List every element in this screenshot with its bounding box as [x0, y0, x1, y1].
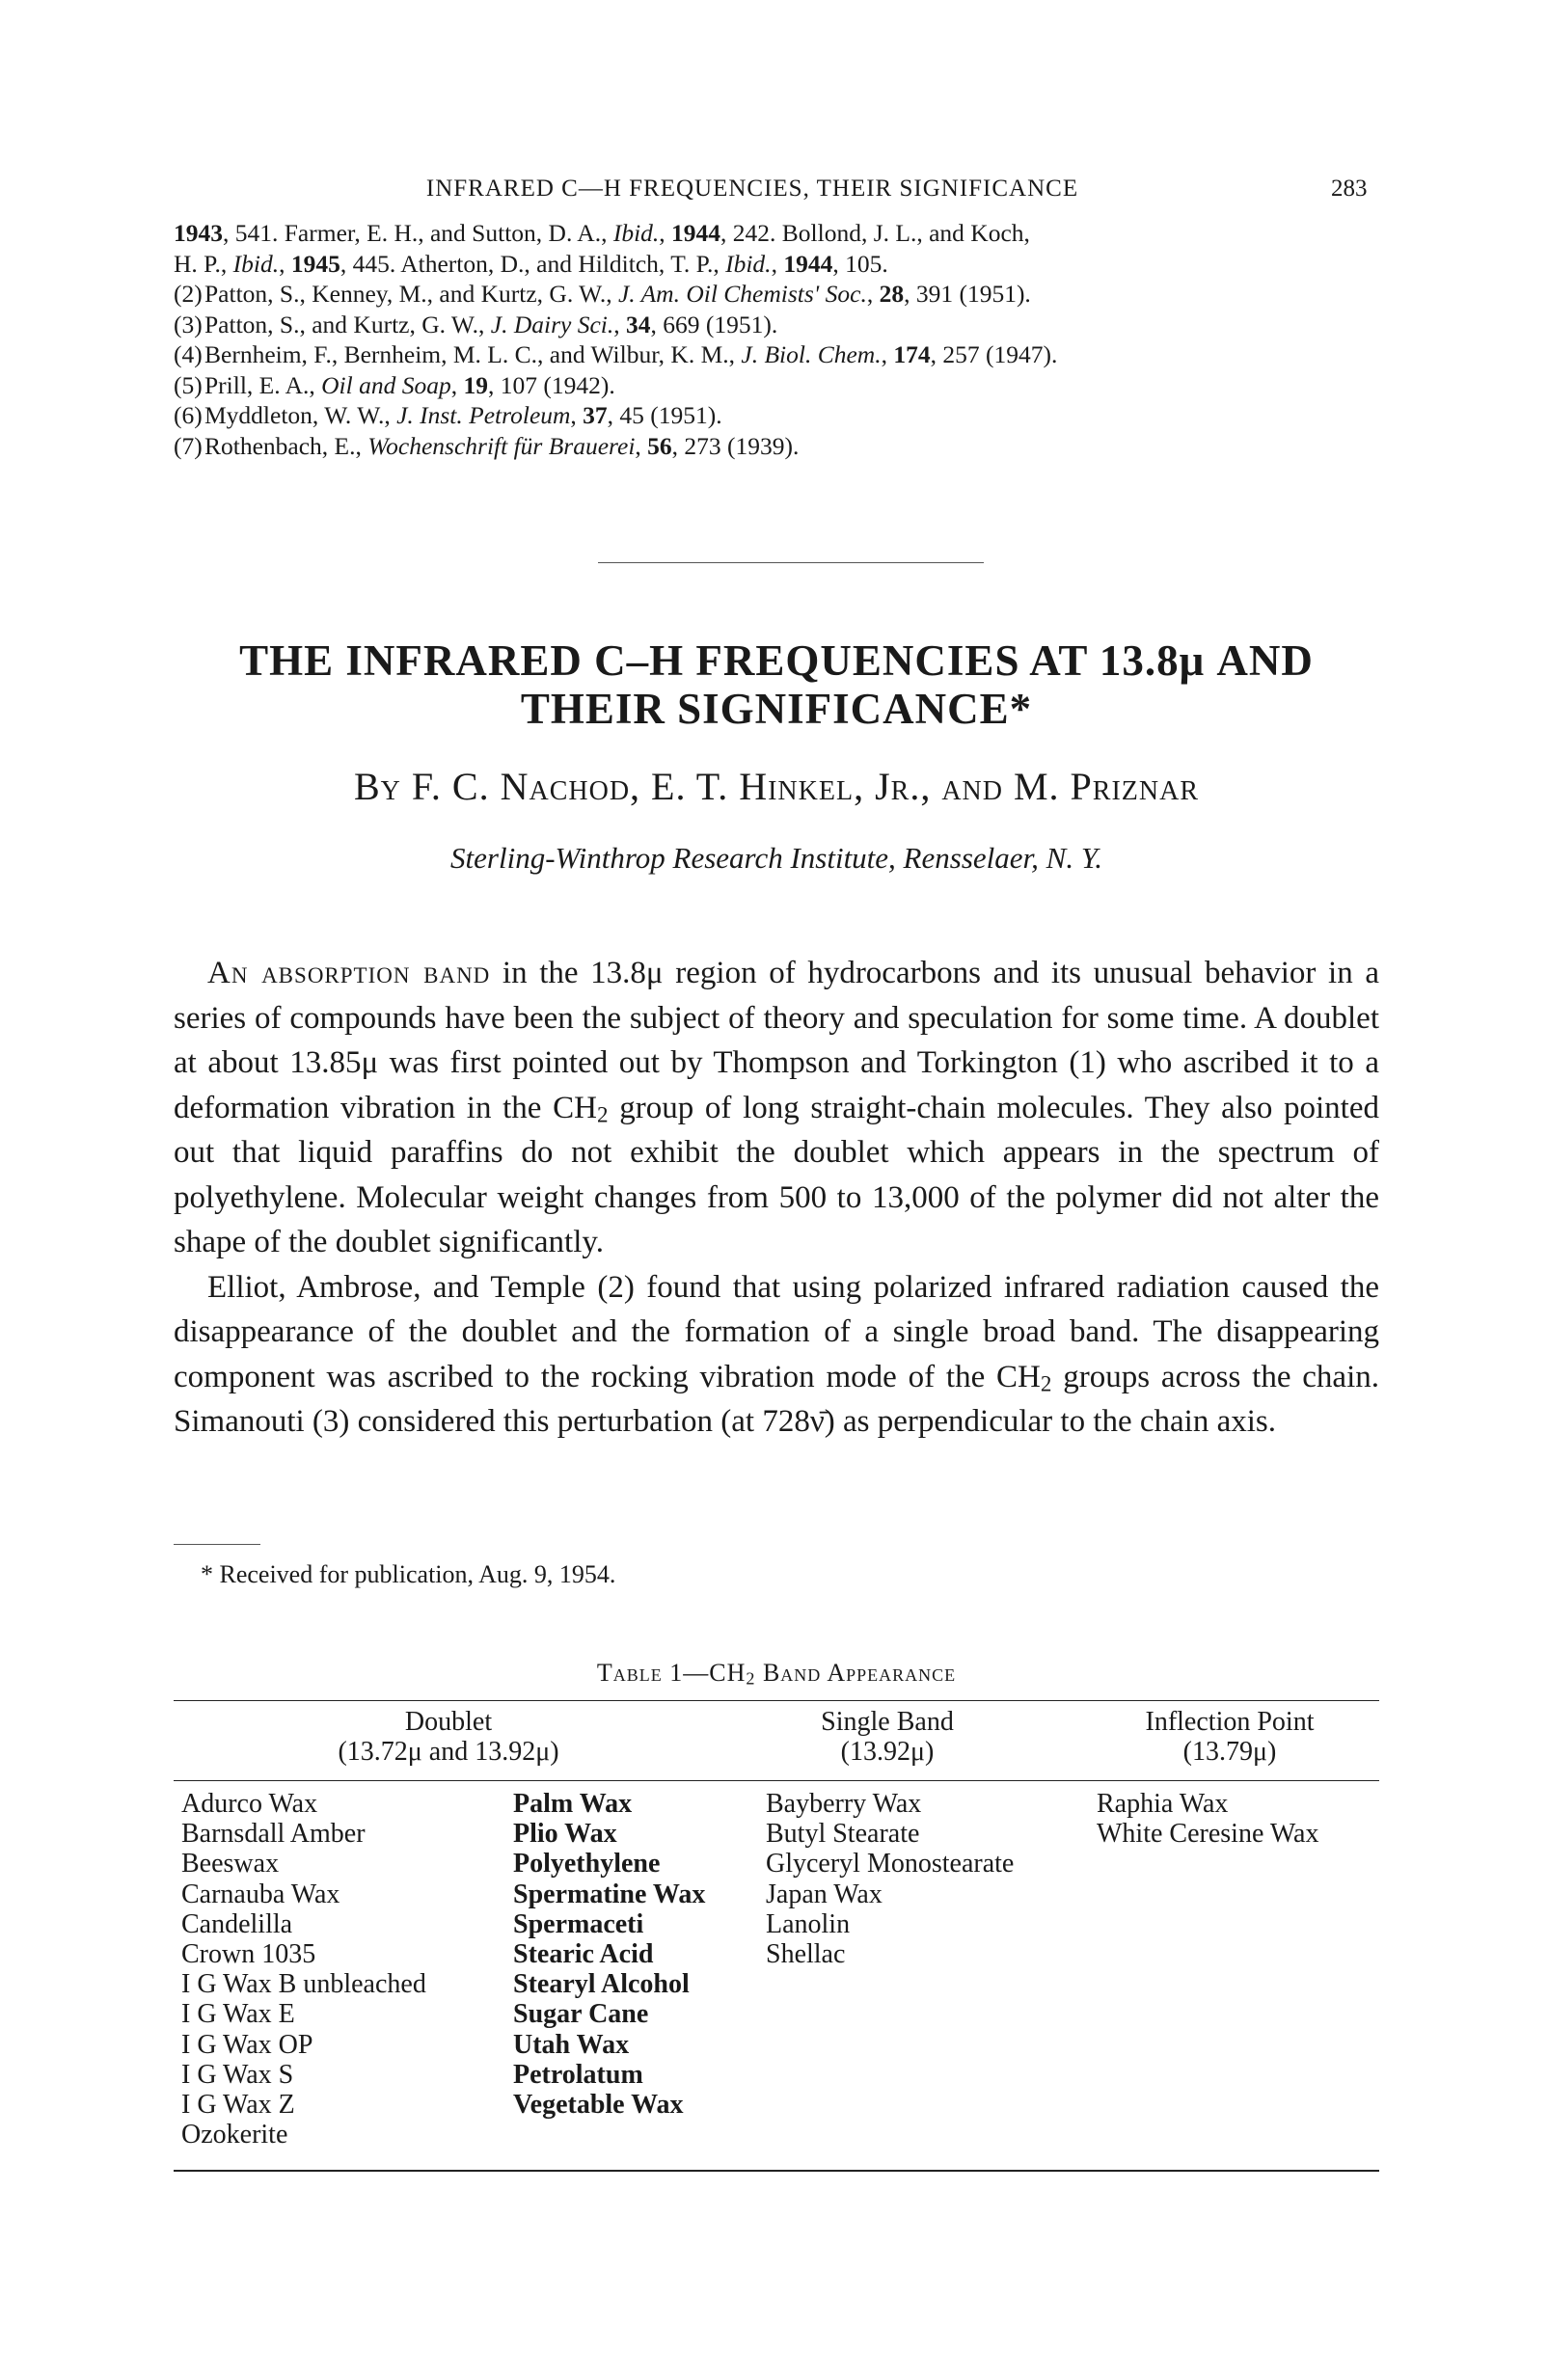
table-cell: Polyethylene: [513, 1849, 661, 1880]
table-cell: Adurco Wax: [181, 1789, 318, 1819]
table-cell: Candelilla: [181, 1908, 293, 1939]
table-cell: Petrolatum: [513, 2059, 643, 2090]
reference-item: (4)Bernheim, F., Bernheim, M. L. C., and Wilbur, K. M., J. Biol. Chem., 174, 257 (1947).: [174, 340, 1058, 368]
table-cell: Carnauba Wax: [181, 1879, 340, 1909]
table-header-single-band: Single Band (13.92μ): [821, 1707, 954, 1767]
page-number: 283: [1331, 176, 1368, 202]
table-cell: Bayberry Wax: [766, 1789, 922, 1819]
article-body: [174, 951, 1379, 1445]
author-affiliation: Sterling-Winthrop Research Institute, Rensselaer, N. Y.: [450, 841, 1102, 875]
table-cell: Plio Wax: [513, 1819, 617, 1850]
table-cell: Palm Wax: [513, 1789, 633, 1819]
table-cell: Spermatine Wax: [513, 1879, 706, 1909]
table-cell: I G Wax E: [181, 1999, 295, 2030]
reference-continuation: H. P., Ibid., 1945, 445. Atherton, D., and Hilditch, T. P., Ibid., 1944, 105.: [174, 249, 888, 278]
table-header-doublet: Doublet (13.72μ and 13.92μ): [338, 1707, 559, 1767]
table-cell: Utah Wax: [513, 2029, 630, 2060]
reference-list: [174, 218, 1379, 461]
table-cell: Stearyl Alcohol: [513, 1969, 690, 2000]
body-paragraph: An absorption band in the 13.8μ region of hydrocarbons and its unusual behavior in a series of compounds have been the subject of theory and speculation for some time. A doublet at about 13.85μ was first pointed out by Thompson and Torkington (1) who ascribed it to a deformation vibration in the $CH_2$ group of long straight-chain molecules. They also pointed out that liquid paraffins do not exhibit the doublet which appears in the spectrum of polyethylene. Molecular weight changes from 500 to 13,000 of the polymer did not alter the shape of the doublet significantly.: [174, 956, 1379, 1259]
table-cell: White Ceresine Wax: [1097, 1819, 1319, 1850]
table-cell: Butyl Stearate: [766, 1819, 920, 1850]
table-cell: I G Wax OP: [181, 2029, 313, 2060]
table-cell: Raphia Wax: [1097, 1789, 1229, 1819]
table-cell: Japan Wax: [766, 1879, 883, 1909]
table-cell: Barnsdall Amber: [181, 1819, 366, 1850]
table-cell: I G Wax S: [181, 2059, 294, 2090]
table-column-doublet-1: [181, 1789, 426, 2150]
reference-item: (7)Rothenbach, E., Wochenschrift für Brauerei, 56, 273 (1939).: [174, 431, 800, 460]
table-column-doublet-2: [513, 1789, 705, 2120]
table-cell: Vegetable Wax: [513, 2090, 684, 2121]
table-column-single-band: [766, 1789, 1014, 1969]
table-caption: Table $1—CH_2$ Band Appearance: [596, 1659, 957, 1689]
table-cell: Sugar Cane: [513, 1999, 649, 2030]
table-cell: I G Wax Z: [181, 2090, 295, 2121]
table-cell: Spermaceti: [513, 1908, 644, 1939]
table-cell: Lanolin: [766, 1908, 851, 1939]
table-cell: Glyceryl Monostearate: [766, 1849, 1015, 1880]
footnote-rule: [174, 1544, 260, 1545]
section-divider: [598, 562, 984, 563]
table-header-rule: [174, 1780, 1379, 1781]
table-header-inflection-point: Inflection Point (13.79μ): [1145, 1707, 1315, 1767]
table-column-inflection-point: [1097, 1789, 1318, 1849]
reference-item: (6)Myddleton, W. W., J. Inst. Petroleum, 37, 45 (1951).: [174, 401, 722, 429]
reference-item: (5)Prill, E. A., Oil and Soap, 19, 107 (1942).: [174, 370, 615, 399]
reference-item: (2)Patton, S., Kenney, M., and Kurtz, G. W., J. Am. Oil Chemists' Soc., 28, 391 (1951).: [174, 280, 1031, 308]
table-top-rule: [174, 1700, 1379, 1701]
body-paragraph: Elliot, Ambrose, and Temple (2) found that using polarized infrared radiation caused the disappearance of the doublet and the formation of a single broad band. The disappearing component was ascribed to the rocking vibration mode of the $CH_2$ groups across the chain. Simanouti (3) considered this perturbation (at 728ν̄) as perpendicular to the chain axis.: [174, 1269, 1380, 1439]
table-cell: Stearic Acid: [513, 1939, 654, 1970]
table-cell: Shellac: [766, 1939, 846, 1970]
article-title: THE INFRARED C–H FREQUENCIES AT 13.8μ AND THEIR SIGNIFICANCE*: [239, 636, 1314, 733]
reference-item: (3)Patton, S., and Kurtz, G. W., J. Dairy Sci., 34, 669 (1951).: [174, 310, 778, 338]
table-bottom-rule: [174, 2170, 1379, 2172]
reference-continuation: 1943, 541. Farmer, E. H., and Sutton, D. A., Ibid., 1944, 242. Bollond, J. L., and Koch,: [174, 219, 1030, 247]
article-authors: By F. C. Nachod, E. T. Hinkel, Jr., and M. Priznar: [353, 765, 1200, 808]
running-head: INFRARED C—H FREQUENCIES, THEIR SIGNIFICANCE: [425, 176, 1079, 202]
table-cell: Ozokerite: [181, 2120, 288, 2150]
table-cell: Beeswax: [181, 1849, 280, 1880]
table-cell: I G Wax B unbleached: [181, 1969, 426, 2000]
table-cell: Crown 1035: [181, 1939, 316, 1970]
footnote: * Received for publication, Aug. 9, 1954.: [201, 1560, 616, 1588]
